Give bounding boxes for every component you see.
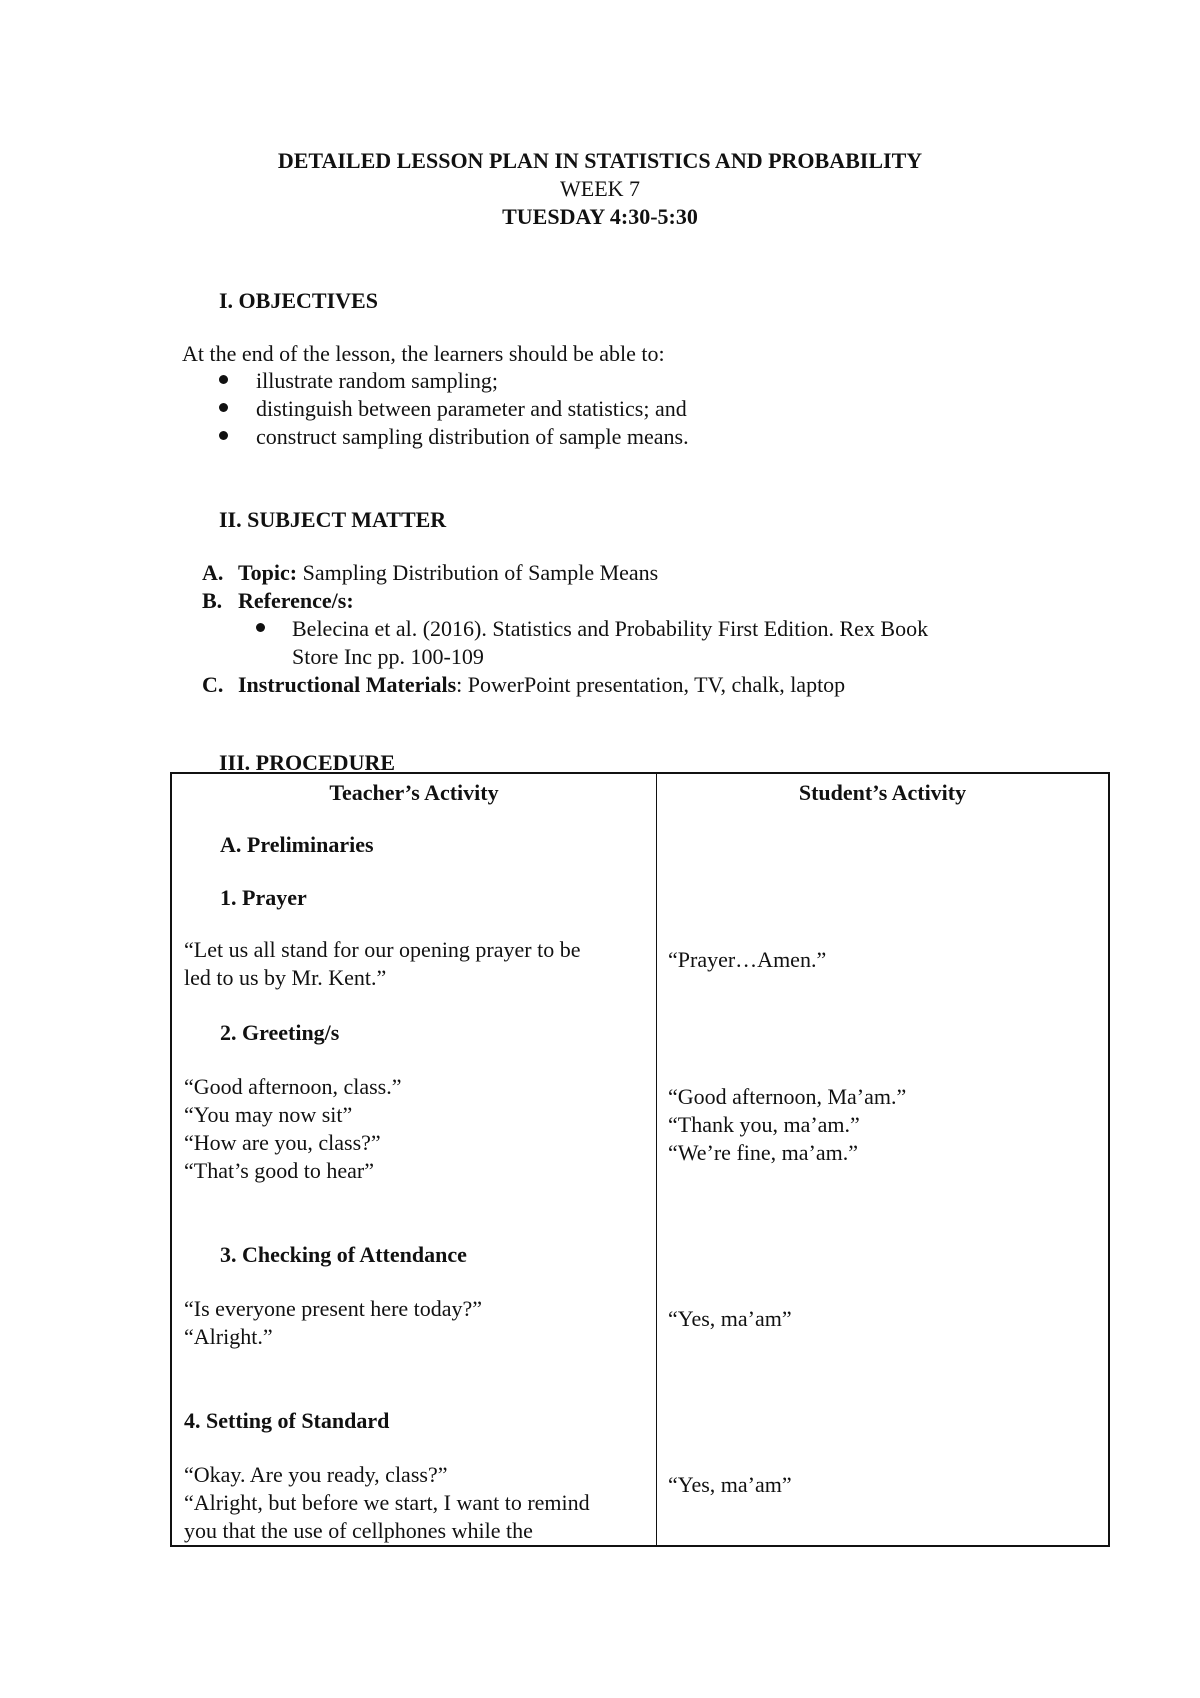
teacher-line: “Let us all stand for our opening prayer to be xyxy=(184,937,581,962)
teacher-line: “Okay. Are you ready, class?” xyxy=(184,1462,448,1487)
list-item: construct sampling distribution of sample means. xyxy=(256,424,689,449)
preliminaries-heading: A. Preliminaries xyxy=(220,832,374,857)
teacher-line: “That’s good to hear” xyxy=(184,1158,374,1183)
teacher-line: “Alright, but before we start, I want to remind xyxy=(184,1490,590,1515)
document-title: DETAILED LESSON PLAN IN STATISTICS AND PROBABILITY xyxy=(277,148,923,173)
teacher-line: led to us by Mr. Kent.” xyxy=(184,965,387,990)
objectives-intro: At the end of the lesson, the learners should be able to: xyxy=(182,341,665,366)
procedure-table xyxy=(170,772,1110,1547)
prayer-heading: 1. Prayer xyxy=(220,885,307,910)
bullet-icon xyxy=(256,623,265,632)
materials-marker: C. xyxy=(202,672,224,697)
bullet-icon xyxy=(219,431,228,440)
teacher-line: “Is everyone present here today?” xyxy=(184,1296,483,1321)
topic-marker: A. xyxy=(202,560,224,585)
reference-citation-cont: Store Inc pp. 100-109 xyxy=(292,644,484,669)
teacher-line: you that the use of cellphones while the xyxy=(184,1518,533,1543)
student-line: “Good afternoon, Ma’am.” xyxy=(668,1084,907,1109)
student-line: “Yes, ma’am” xyxy=(668,1472,792,1497)
subject-matter-heading: II. SUBJECT MATTER xyxy=(219,507,447,532)
teacher-activity-header: Teacher’s Activity xyxy=(329,780,499,805)
greeting-heading: 2. Greeting/s xyxy=(220,1020,340,1045)
reference-marker: B. xyxy=(202,588,223,613)
reference-label: Reference/s: xyxy=(238,588,354,613)
bullet-icon xyxy=(219,375,228,384)
list-item: distinguish between parameter and statistics; and xyxy=(256,396,687,421)
topic-value: Sampling Distribution of Sample Means xyxy=(297,560,659,585)
topic-label: Topic: xyxy=(238,560,298,585)
teacher-line: “Alright.” xyxy=(184,1324,273,1349)
attendance-heading: 3. Checking of Attendance xyxy=(220,1242,467,1267)
teacher-line: “You may now sit” xyxy=(184,1102,353,1127)
list-item: illustrate random sampling; xyxy=(256,368,498,393)
student-line: “Yes, ma’am” xyxy=(668,1306,792,1331)
student-activity-header: Student’s Activity xyxy=(798,780,967,805)
bullet-icon xyxy=(219,403,228,412)
student-line: “Prayer…Amen.” xyxy=(668,947,827,972)
week-label: WEEK 7 xyxy=(559,176,641,201)
column-divider xyxy=(656,774,657,1545)
schedule-label: TUESDAY 4:30-5:30 xyxy=(502,204,698,229)
objectives-heading: I. OBJECTIVES xyxy=(219,288,378,313)
reference-citation: Belecina et al. (2016). Statistics and Probability First Edition. Rex Book xyxy=(292,616,929,641)
topic-line xyxy=(238,562,658,584)
materials-label: Instructional Materials xyxy=(238,672,457,697)
procedure-heading: III. PROCEDURE xyxy=(219,750,396,775)
student-line: “We’re fine, ma’am.” xyxy=(668,1140,858,1165)
student-line: “Thank you, ma’am.” xyxy=(668,1112,860,1137)
materials-value: : PowerPoint presentation, TV, chalk, laptop xyxy=(456,672,846,697)
teacher-line: “Good afternoon, class.” xyxy=(184,1074,402,1099)
teacher-line: “How are you, class?” xyxy=(184,1130,381,1155)
standard-heading: 4. Setting of Standard xyxy=(184,1408,390,1433)
materials-line xyxy=(238,674,845,696)
